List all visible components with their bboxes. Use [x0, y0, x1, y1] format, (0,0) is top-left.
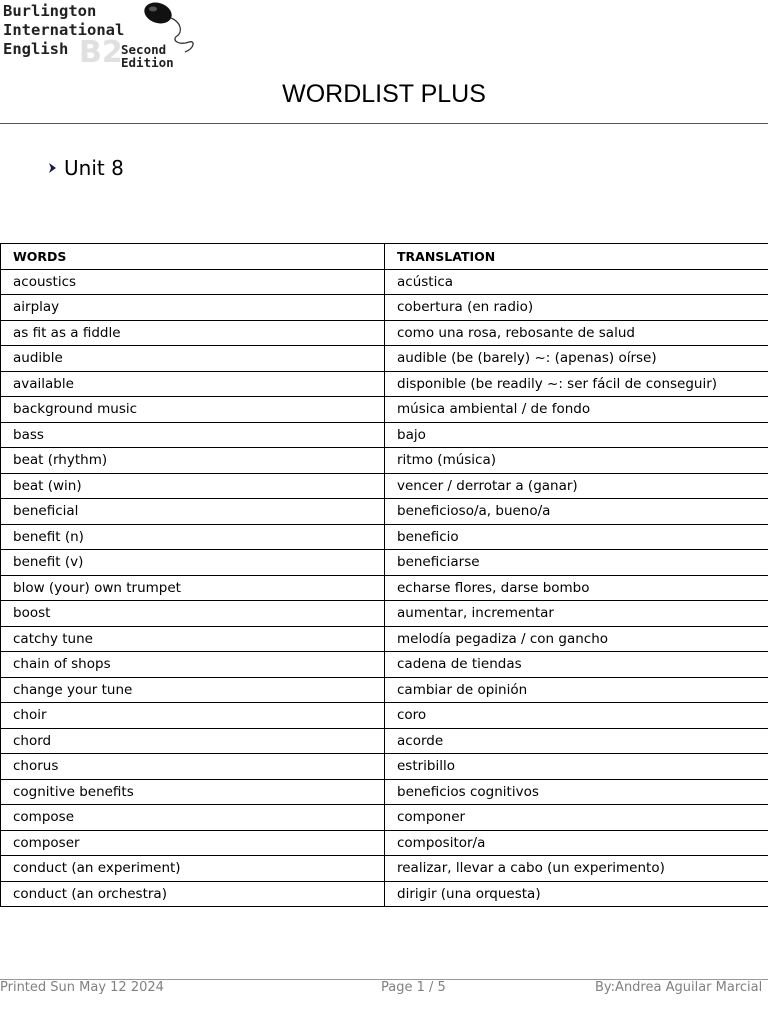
- computer-mouse-icon: [141, 2, 199, 58]
- word-cell: background music: [1, 397, 385, 423]
- translation-cell: ritmo (música): [385, 448, 768, 474]
- table-header-row: [1, 244, 768, 270]
- table-row: [1, 856, 768, 882]
- translation-cell: como una rosa, rebosante de salud: [385, 320, 768, 346]
- word-cell: chorus: [1, 754, 385, 780]
- table-row: [1, 397, 768, 423]
- table-row: [1, 371, 768, 397]
- word-cell: available: [1, 371, 385, 397]
- table-row: [1, 703, 768, 729]
- word-cell: conduct (an experiment): [1, 856, 385, 882]
- translation-cell: componer: [385, 805, 768, 831]
- unit-label: Unit 8: [64, 156, 124, 180]
- footer-author: By:Andrea Aguilar Marcial: [595, 980, 763, 995]
- table-row: [1, 448, 768, 474]
- word-cell: beat (rhythm): [1, 448, 385, 474]
- logo-level-b2: B2: [79, 35, 123, 70]
- translation-cell: beneficioso/a, bueno/a: [385, 499, 768, 525]
- translation-cell: acorde: [385, 728, 768, 754]
- word-cell: beat (win): [1, 473, 385, 499]
- translation-cell: beneficios cognitivos: [385, 779, 768, 805]
- translation-cell: beneficiarse: [385, 550, 768, 576]
- unit-heading: [46, 155, 124, 181]
- word-cell: compose: [1, 805, 385, 831]
- translation-cell: coro: [385, 703, 768, 729]
- table-row: [1, 779, 768, 805]
- translation-cell: cambiar de opinión: [385, 677, 768, 703]
- translation-cell: melodía pegadiza / con gancho: [385, 626, 768, 652]
- header-divider: [0, 123, 768, 124]
- translation-cell: disponible (be readily ~: ser fácil de conseguir): [385, 371, 768, 397]
- table-row: [1, 575, 768, 601]
- word-cell: benefit (v): [1, 550, 385, 576]
- table-row: [1, 524, 768, 550]
- translation-cell: realizar, llevar a cabo (un experimento): [385, 856, 768, 882]
- table-row: [1, 422, 768, 448]
- translation-cell: beneficio: [385, 524, 768, 550]
- table-row: [1, 677, 768, 703]
- table-row: [1, 728, 768, 754]
- word-cell: airplay: [1, 295, 385, 321]
- word-cell: boost: [1, 601, 385, 627]
- logo-line-2: International: [3, 21, 125, 39]
- table-row: [1, 805, 768, 831]
- footer-page-number: Page 1 / 5: [381, 980, 446, 995]
- word-cell: cognitive benefits: [1, 779, 385, 805]
- translation-cell: dirigir (una orquesta): [385, 881, 768, 907]
- translation-cell: cobertura (en radio): [385, 295, 768, 321]
- translation-cell: vencer / derrotar a (ganar): [385, 473, 768, 499]
- word-cell: blow (your) own trumpet: [1, 575, 385, 601]
- word-cell: benefit (n): [1, 524, 385, 550]
- translation-cell: compositor/a: [385, 830, 768, 856]
- table-row: [1, 881, 768, 907]
- footer-printed-date: Printed Sun May 12 2024: [0, 980, 164, 995]
- word-cell: acoustics: [1, 269, 385, 295]
- word-cell: audible: [1, 346, 385, 372]
- word-cell: change your tune: [1, 677, 385, 703]
- word-cell: as fit as a fiddle: [1, 320, 385, 346]
- wordlist-table: [0, 243, 768, 907]
- word-cell: choir: [1, 703, 385, 729]
- word-cell: catchy tune: [1, 626, 385, 652]
- table-row: [1, 295, 768, 321]
- word-cell: conduct (an orchestra): [1, 881, 385, 907]
- translation-cell: estribillo: [385, 754, 768, 780]
- chevron-right-icon: [46, 161, 60, 175]
- word-cell: chord: [1, 728, 385, 754]
- translation-cell: música ambiental / de fondo: [385, 397, 768, 423]
- word-cell: composer: [1, 830, 385, 856]
- translation-cell: bajo: [385, 422, 768, 448]
- table-row: [1, 346, 768, 372]
- logo-edition-2: Edition: [121, 55, 174, 70]
- page-title: WORDLIST PLUS: [282, 80, 486, 108]
- burlington-logo: [3, 2, 198, 70]
- translation-cell: cadena de tiendas: [385, 652, 768, 678]
- logo-edition-1: Second: [121, 42, 167, 57]
- logo-line-3: English: [3, 40, 69, 58]
- column-header-words: WORDS: [1, 244, 385, 270]
- word-cell: chain of shops: [1, 652, 385, 678]
- table-row: [1, 269, 768, 295]
- table-row: [1, 754, 768, 780]
- table-row: [1, 626, 768, 652]
- translation-cell: audible (be (barely) ~: (apenas) oírse): [385, 346, 768, 372]
- table-row: [1, 601, 768, 627]
- table-row: [1, 830, 768, 856]
- word-cell: bass: [1, 422, 385, 448]
- table-row: [1, 652, 768, 678]
- table-row: [1, 473, 768, 499]
- table-row: [1, 320, 768, 346]
- table-row: [1, 499, 768, 525]
- translation-cell: acústica: [385, 269, 768, 295]
- logo-line-1: Burlington: [3, 2, 97, 20]
- word-cell: beneficial: [1, 499, 385, 525]
- column-header-translation: TRANSLATION: [385, 244, 768, 270]
- translation-cell: aumentar, incrementar: [385, 601, 768, 627]
- table-row: [1, 550, 768, 576]
- translation-cell: echarse flores, darse bombo: [385, 575, 768, 601]
